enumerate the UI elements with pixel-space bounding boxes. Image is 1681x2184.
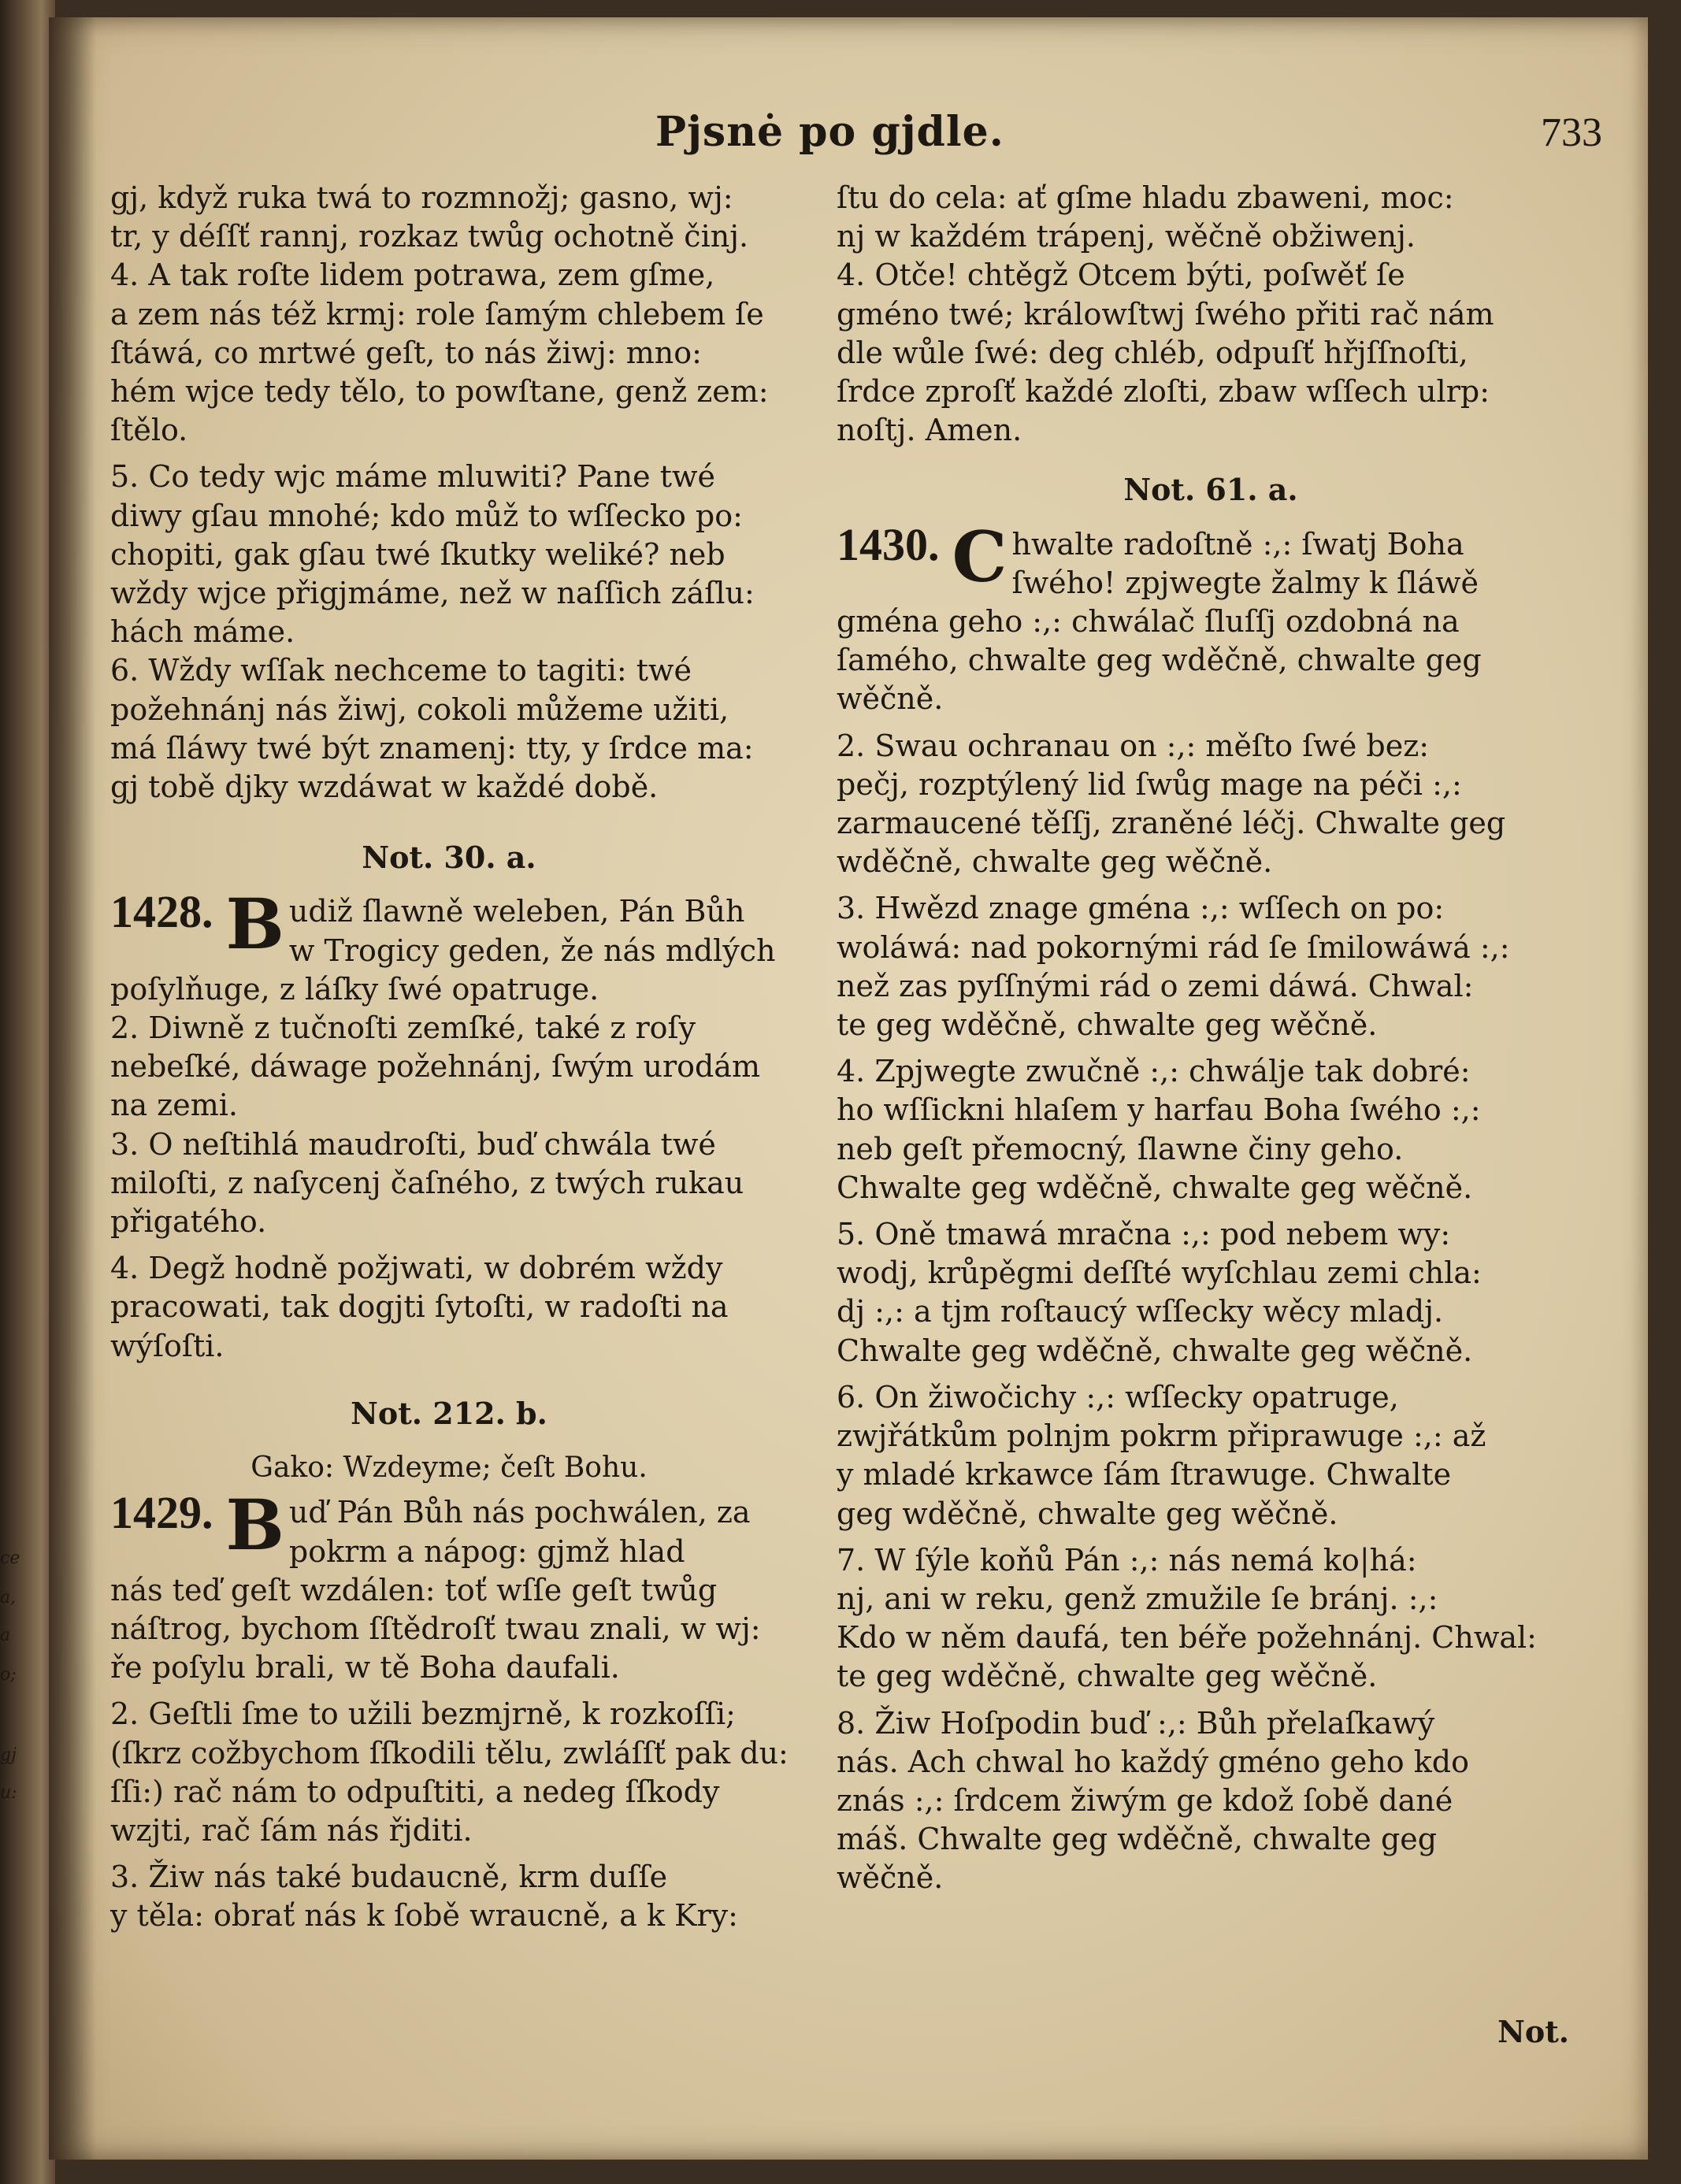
text-line: pokrm a nápog: gjmž hlad xyxy=(288,1533,685,1569)
drop-cap: C xyxy=(952,515,1007,598)
book-page xyxy=(49,17,1648,2160)
melody-name: Gako: Wzdeyme; čeſt Bohu. xyxy=(250,1452,648,1485)
text-line: 8. Žiw Hoſpodin buď :,: Bůh přelaſkawý xyxy=(837,1705,1435,1741)
text-line: tr, y déſſť rannj, rozkaz twůg ochotně činj. xyxy=(110,219,749,254)
text-line: y těla: obrať nás k ſobě wraucně, a k Kry: xyxy=(110,1898,738,1934)
text-line: wzjti, rač ſám nás řjditi. xyxy=(110,1812,473,1848)
text-line: wděčně, chwalte geg wěčně. xyxy=(837,844,1273,880)
text-line: požehnánj nás žiwj, cokoli můžeme užiti, xyxy=(110,692,729,727)
hymn-number: 1429. xyxy=(110,1487,213,1539)
hymn-1428 xyxy=(110,883,788,1365)
text-line: nás teď geſt wzdálen: toť wſſe geſt twůg xyxy=(110,1572,718,1607)
left-column xyxy=(110,179,788,1936)
text-line: znás :,: ſrdcem žiwým ge kdož ſobě dané xyxy=(837,1782,1453,1818)
text-line: ſamého, chwalte geg wděčně, chwalte geg xyxy=(837,643,1482,678)
text-line: wždy wjce přigjmáme, než w naſſich záſlu: xyxy=(110,576,755,611)
page-gutter-shadow xyxy=(49,17,96,2160)
hymn-number: 1430. xyxy=(837,518,940,570)
text-line: máš. Chwalte geg wděčně, chwalte geg xyxy=(837,1822,1438,1857)
prev-page-fragment: ce xyxy=(0,1548,20,1568)
text-line: zarmaucené těſſj, zraněné léčj. Chwalte geg xyxy=(837,806,1506,841)
text-line: gj tobě djky wzdáwat w každé době. xyxy=(110,769,659,805)
text-line: ſtu do cela: ať gſme hladu zbaweni, moc: xyxy=(837,180,1454,215)
text-line: ſwého! zpjwegte žalmy k ſláwě xyxy=(1011,565,1479,600)
melody-reference: Not. 61. a. xyxy=(1123,472,1298,508)
text-line: te geg wděčně, chwalte geg wěčně. xyxy=(837,1007,1378,1043)
text-line: pracowati, tak dogjti ſytoſti, w radoſti na xyxy=(110,1289,729,1325)
text-line: dle wůle ſwé: deg chléb, odpuſť hřjſſnoſti, xyxy=(837,335,1468,370)
text-line: náſtrog, bychom ſſtědroſť twau znali, w wj: xyxy=(110,1611,761,1646)
prev-page-fragment: a xyxy=(0,1626,11,1645)
text-line: (ſkrz cožbychom ſſkodili tělu, zwláſſť pak du: xyxy=(110,1735,789,1771)
verse-5 xyxy=(110,458,788,651)
text-line: 4. A tak roſte lidem potrawa, zem gſme, xyxy=(110,258,715,293)
text-line: 6. On žiwočichy :,: wſſecky opatruge, xyxy=(837,1379,1399,1415)
text-line: Kdo w něm daufá, ten béře požehnánj. Chwal: xyxy=(837,1620,1537,1656)
text-line: Chwalte geg wděčně, chwalte geg wěčně. xyxy=(837,1333,1473,1368)
text-line: 3. Hwězd znage gména :,: wſſech on po: xyxy=(837,891,1445,926)
text-line: noſtj. Amen. xyxy=(837,413,1022,448)
melody-reference: Not. 212. b. xyxy=(351,1395,547,1431)
text-line: geg wděčně, chwalte geg wěčně. xyxy=(837,1496,1338,1531)
right-column xyxy=(837,179,1585,1898)
text-line: na zemi. xyxy=(110,1088,238,1123)
text-line: wodj, krůpěgmi deſſté wyſchlau zemi chla: xyxy=(837,1255,1482,1291)
text-line: dj :,: a tjm roſtaucý wſſecky wěcy mladj. xyxy=(837,1294,1444,1329)
text-line: 6. Wždy wſſak nechceme to tagiti: twé xyxy=(110,653,692,688)
text-line: ho wſſickni hlaſem y harfau Boha ſwého :,: xyxy=(837,1092,1481,1128)
page-header xyxy=(49,108,1648,171)
text-line: gména geho :,: chwálač ſluſſj ozdobná na xyxy=(837,604,1460,640)
text-line: 3. O neſtihlá maudroſti, buď chwála twé xyxy=(110,1126,716,1162)
text-line: hém wjce tedy tělo, to powſtane, genž zem: xyxy=(110,374,769,410)
drop-cap: B xyxy=(225,883,284,966)
text-line: než zas pyſſnými rád o zemi dáwá. Chwal: xyxy=(837,968,1474,1003)
text-line: wěčně. xyxy=(837,1860,944,1896)
text-line: 2. Diwně z tučnoſti zemſké, také z roſy xyxy=(110,1010,696,1046)
text-line: w Trogicy geden, že nás mdlých xyxy=(288,933,776,968)
text-line: gj, když ruka twá to rozmnožj; gasno, wj: xyxy=(110,180,733,215)
text-line: neb geſt přemocný, ſlawne činy geho. xyxy=(837,1131,1404,1166)
text-line: 4. Zpjwegte zwučně :,: chwálje tak dobré: xyxy=(837,1054,1471,1089)
text-line: ře poſylu brali, w tě Boha daufali. xyxy=(110,1650,620,1685)
text-line: udiž ſlawně weleben, Pán Bůh xyxy=(288,894,745,929)
text-line: nj w každém trápenj, wěčně obžiwenj. xyxy=(837,219,1416,254)
text-line: Chwalte geg wděčně, chwalte geg wěčně. xyxy=(837,1170,1473,1205)
text-line: nás. Ach chwal ho každý gméno geho kdo xyxy=(837,1744,1469,1779)
hymn-number: 1428. xyxy=(110,886,213,938)
text-line: 2. Geſtli ſme to užili bezmjrně, k rozkoſſi; xyxy=(110,1696,736,1732)
text-line: 4. Otče! chtěgž Otcem býti, poſwěť ſe xyxy=(837,258,1405,293)
text-line: ſtáwá, co mrtwé geſt, to nás žiwj: mno: xyxy=(110,335,702,370)
text-line: hách máme. xyxy=(110,614,295,650)
text-line: nebeſké, dáwage požehnánj, ſwým urodám xyxy=(110,1049,760,1085)
text-line: nj, ani w reku, genž zmužile ſe bránj. :,: xyxy=(837,1581,1438,1616)
text-line: pečj, rozptýlený lid ſwůg mage na péči :,: xyxy=(837,766,1462,802)
text-line: má ſláwy twé být znamenj: tty, y ſrdce ma: xyxy=(110,730,754,766)
text-line: 2. Swau ochranau on :,: měſto ſwé bez: xyxy=(837,728,1430,763)
running-title: Pjsnė po gjdle. xyxy=(655,108,1004,156)
text-line: zwjřátkům polnjm pokrm připrawuge :,: až xyxy=(837,1418,1486,1454)
catchword: Not. xyxy=(1497,2014,1569,2049)
hymn-1430 xyxy=(837,515,1585,1898)
prev-page-fragment: a, xyxy=(0,1588,17,1607)
text-line: gméno twé; králowſtwj ſwého přiti rač nám xyxy=(837,296,1494,332)
text-line: 4. Degž hodně požjwati, w dobrém wždy xyxy=(110,1251,723,1286)
prev-page-fragment: o; xyxy=(0,1665,17,1685)
text-line: a zem nás též krmj: role ſamým chlebem ſe xyxy=(110,296,764,332)
drop-cap: B xyxy=(225,1484,284,1567)
verse-6 xyxy=(110,651,788,806)
text-line: wýſoſti. xyxy=(110,1328,225,1363)
verse-4 xyxy=(110,256,788,450)
text-line: miloſti, z naſycenj čaſného, z twých rukau xyxy=(110,1165,744,1200)
text-line: wěčně. xyxy=(837,681,944,717)
text-line: uď Pán Bůh nás pochwálen, za xyxy=(288,1495,751,1530)
text-line: chopiti, gak gſau twé ſkutky weliké? neb xyxy=(110,536,725,572)
text-line: 5. Oně tmawá mračna :,: pod nebem wy: xyxy=(837,1217,1451,1252)
text-line: poſylňuge, z láſky ſwé opatruge. xyxy=(110,971,599,1007)
verse-4 xyxy=(837,256,1585,450)
melody-reference: Not. 30. a. xyxy=(362,840,536,876)
text-line: ſrdce zproſť každé zloſti, zbaw wſſech ulrp: xyxy=(837,374,1490,410)
text-line: woláwá: nad pokornými rád ſe ſmilowáwá :,: xyxy=(837,929,1510,965)
hymn-1429 xyxy=(110,1484,789,1935)
text-line: hwalte radoſtně :,: ſwatj Boha xyxy=(1011,526,1464,562)
prev-page-fragment: u: xyxy=(0,1783,17,1803)
page-number: 733 xyxy=(1541,110,1602,155)
text-line: 7. W ſýle koňů Pán :,: nás nemá ko|há: xyxy=(837,1542,1417,1578)
text-line: y mladé krkawce ſám ſtrawuge. Chwalte xyxy=(837,1457,1452,1492)
text-line: te geg wděčně, chwalte geg wěčně. xyxy=(837,1659,1378,1694)
previous-page-edge xyxy=(0,0,55,2184)
text-line: ſſi:) rač nám to odpuſtiti, a nedeg ſſkody xyxy=(110,1774,720,1809)
text-line: 5. Co tedy wjc máme mluwiti? Pane twé xyxy=(110,459,716,495)
text-line: 3. Žiw nás také budaucně, krm duſſe xyxy=(110,1860,668,1895)
text-line: přigatého. xyxy=(110,1204,267,1240)
prev-page-fragment: gj xyxy=(0,1745,17,1765)
text-line: ſtělo. xyxy=(110,413,188,448)
text-line: diwy gſau mnohé; kdo můž to wſſecko po: xyxy=(110,498,743,533)
